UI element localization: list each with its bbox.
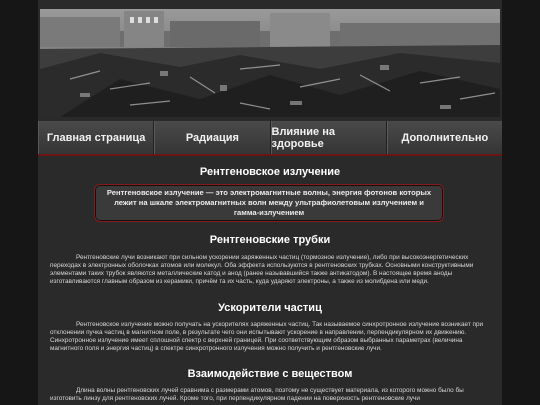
content-column	[38, 0, 502, 405]
main-navigation	[38, 121, 502, 156]
section-text-interaction: Длина волны рентгеновских лучей сравнима с размерами атомов, поэтому не существует материала, из которого можно было бы изготовить линзу для рентгеновских лучей. Кроме того, при перпендикулярном падении на поверхность рентгеновские лучи	[50, 387, 464, 402]
ruins-photo	[40, 9, 500, 117]
nav-home[interactable]: Главная страница	[38, 121, 154, 154]
left-margin	[0, 0, 38, 405]
right-margin	[502, 0, 540, 405]
section-title-tubes: Рентгеновские трубки	[209, 234, 331, 246]
section-text-tubes: Рентгеновские лучи возникают при сильном ускорении заряженных частиц (тормозное излучение), либо при высокоэнергетических переходах в электронных оболочках атомов или молекул. Оба эффекта используются в рентгеновских трубках. Основными конструктивными элементами таких трубок являются металлические катод и анод (ранее называвшийся также антикатодом). В настоящее время аноды изготавливаются главным образом из керамики, причём та их часть, куда ударяют электроны, а также из молибдена или меди.	[50, 254, 474, 285]
section-title-interaction: Взаимодействие с веществом	[187, 368, 353, 380]
section-title-accelerators: Ускорители частиц	[218, 302, 322, 314]
section-text-accelerators: Рентгеновское излучение можно получать на ускорителях заряженных частиц. Так называемое синхротронное излучение возникает при отклонении пучка частиц в магнитном поле, в результате чего они испытывают ускорение в направлении, перпендикулярном их движению. Синхротронное излучение имеет сплошной спектр с верхней границей. При соответствующим образом выбранных параметрах (величина магнитного поля и энергия частиц) в спектре синхротронного излучения можно получить и рентгеновские лучи.	[50, 321, 484, 352]
page-title: Рентгеновское излучение	[199, 166, 341, 178]
definition-callout: Рентгеновское излучение — это электромагнитные волны, энергия фотонов которых лежит на шкале электромагнитных волн между ультрафиолетовым излучением и гамма-излучением	[94, 184, 444, 222]
nav-additional[interactable]: Дополнительно	[387, 121, 502, 154]
nav-radiation[interactable]: Радиация	[154, 121, 270, 154]
nav-health-effects[interactable]: Влияние на здоровье	[271, 121, 387, 154]
header-banner-image	[40, 9, 500, 117]
